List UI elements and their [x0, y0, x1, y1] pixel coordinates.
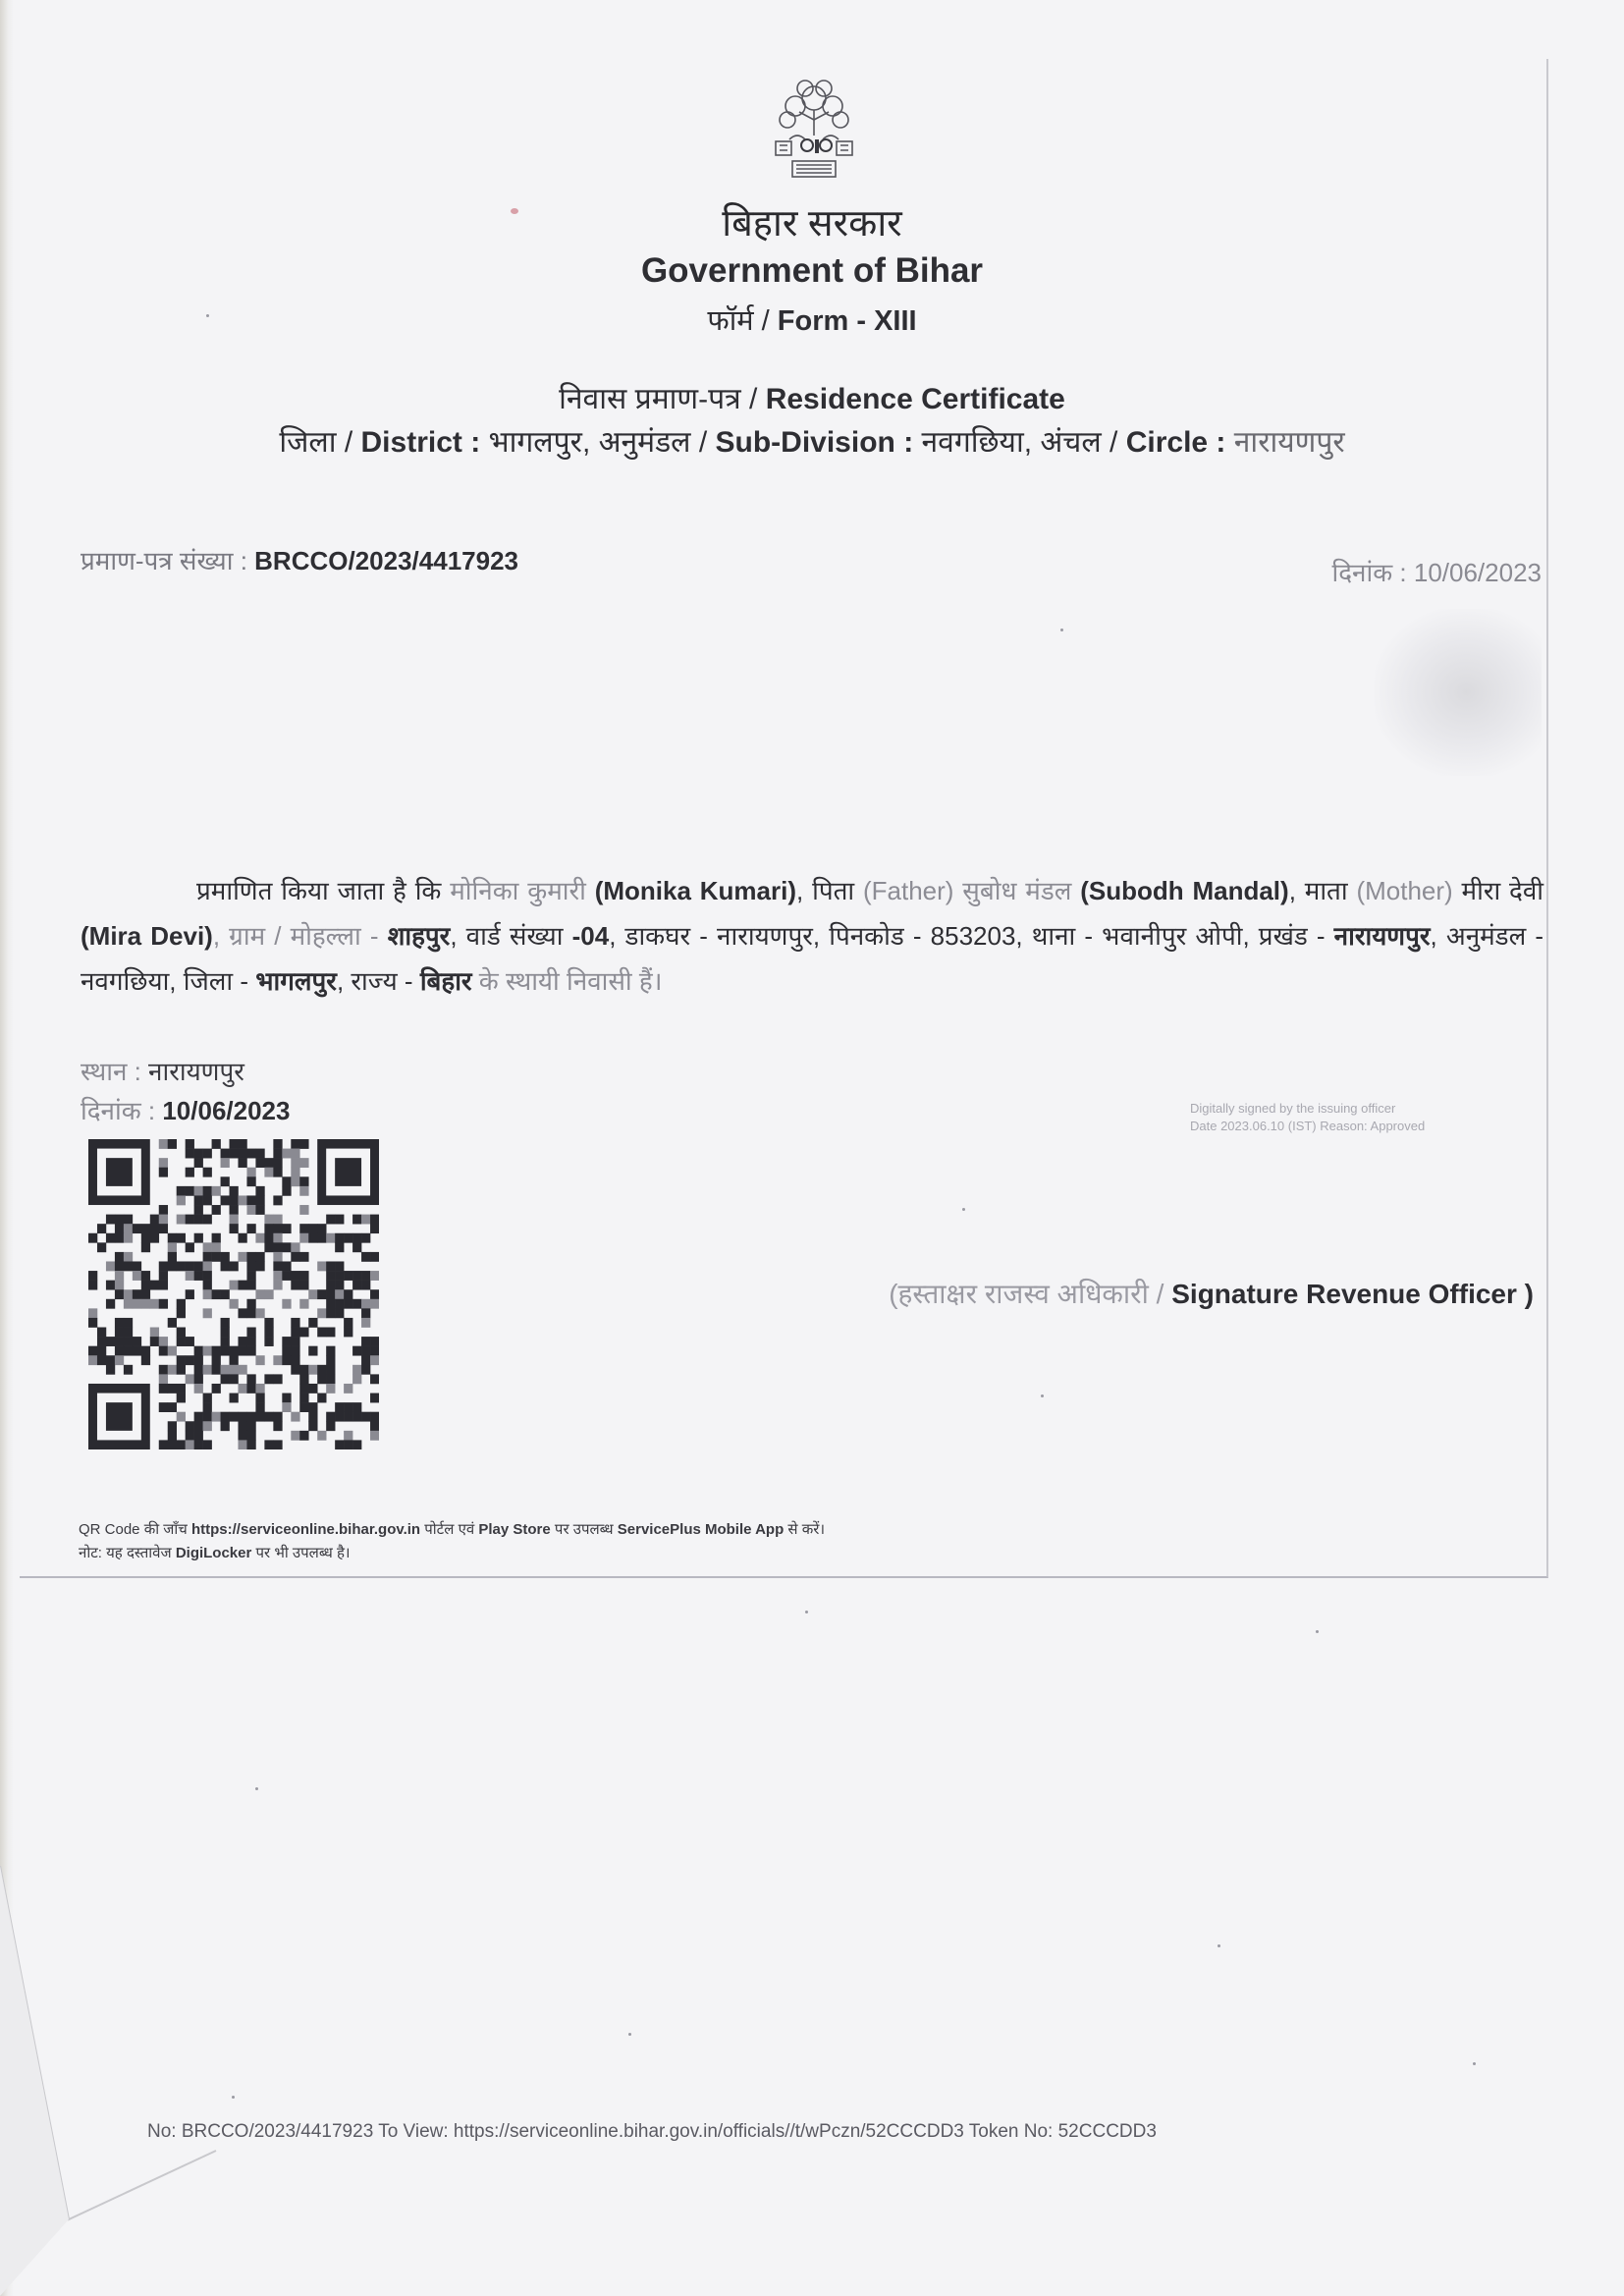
certificate-number-label: प्रमाण-पत्र संख्या :	[81, 546, 255, 575]
certificate-body	[81, 868, 1543, 1004]
app-name-text: ServicePlus Mobile App	[617, 1521, 785, 1538]
subdivision-label: Sub-Division :	[715, 426, 914, 459]
jurisdiction-line	[0, 420, 1624, 461]
body-text: , माता	[1288, 876, 1357, 905]
scan-speck	[255, 1787, 258, 1790]
qr-note-text: से करें।	[784, 1521, 826, 1538]
body-text: , राज्य -	[336, 966, 420, 996]
certificate-number-value: BRCCO/2023/4417923	[254, 546, 518, 575]
issue-date-line	[81, 1092, 290, 1127]
qr-note-text: नोट: यह दस्तावेज	[79, 1545, 176, 1561]
mother-name-english: (Mira Devi)	[81, 921, 213, 951]
place-label: स्थान :	[81, 1057, 149, 1086]
certificate-number	[81, 542, 518, 577]
state-title-english: Government of Bihar	[640, 251, 984, 290]
mother-label: (Mother)	[1356, 876, 1462, 905]
body-text: के स्थायी निवासी हैं।	[471, 966, 663, 996]
district-label-hindi: जिला /	[279, 426, 361, 459]
qr-code-icon[interactable]	[88, 1139, 379, 1449]
signature-block	[889, 1275, 1534, 1312]
certificate-date	[1332, 554, 1542, 589]
body-text: , अनुमंडल - नवगछिया, जिला -	[81, 921, 1543, 996]
verification-url[interactable]: https://serviceonline.bihar.gov.in	[190, 1521, 421, 1538]
page-fold-mark	[0, 1866, 226, 2296]
block-value: नारायणपुर	[1333, 921, 1431, 951]
certificate-title-english: Residence Certificate	[765, 383, 1065, 415]
certificate-date-value: 10/06/2023	[1413, 558, 1542, 587]
place-value: नारायणपुर	[148, 1057, 244, 1086]
place-line	[81, 1053, 244, 1088]
ward-value: -04	[571, 921, 610, 951]
circle-label-hindi: अंचल /	[1040, 426, 1126, 459]
qr-note-text: QR Code की जाँच	[79, 1521, 191, 1538]
body-text: , डाकघर - नारायणपुर, पिनकोड - 853203, थाना - भवानीपुर ओपी, प्रखंड -	[609, 921, 1334, 951]
father-name-hindi: सुबोध मंडल	[962, 876, 1081, 905]
qr-verification-note	[79, 1518, 825, 1565]
body-text: , पिता	[796, 876, 863, 905]
digital-signature-note	[1190, 1100, 1524, 1135]
district-value: भागलपुर,	[480, 426, 599, 459]
faded-seal	[1375, 609, 1542, 776]
digital-note-line: Date 2023.06.10 (IST) Reason: Approved	[1190, 1119, 1426, 1133]
father-name-english: (Subodh Mandal)	[1080, 876, 1289, 905]
applicant-name-hindi: मोनिका कुमारी	[450, 876, 595, 905]
issue-date-label: दिनांक :	[81, 1096, 163, 1125]
qr-note-line	[79, 1518, 825, 1542]
state-title-hindi: बिहार सरकार	[722, 203, 902, 245]
subdivision-label-hindi: अनुमंडल /	[598, 426, 716, 459]
play-store-text: Play Store	[478, 1521, 551, 1538]
circle-value: नारायणपुर	[1225, 426, 1345, 459]
scan-speck	[962, 1208, 965, 1211]
state-value: बिहार	[419, 966, 472, 996]
digilocker-text: DigiLocker	[175, 1545, 252, 1561]
bihar-emblem-icon	[750, 77, 878, 194]
body-text: , ग्राम / मोहल्ला -	[212, 921, 388, 951]
district-value-body: भागलपुर	[255, 966, 337, 996]
signature-label-hindi: (हस्ताक्षर राजस्व अधिकारी /	[889, 1279, 1172, 1309]
certificate-title	[0, 377, 1624, 417]
form-label-english: Form - XIII	[777, 305, 917, 337]
form-label-hindi: फॉर्म /	[707, 305, 778, 337]
scan-speck	[1473, 2062, 1476, 2065]
qr-note-text: पर उपलब्ध	[550, 1521, 618, 1538]
mother-name-hindi: मीरा देवी	[1461, 876, 1544, 905]
body-text: , वार्ड संख्या	[450, 921, 572, 951]
scan-speck	[232, 2096, 235, 2099]
scan-speck	[1316, 1630, 1319, 1633]
scan-speck	[805, 1611, 808, 1613]
qr-note-text: पर भी उपलब्ध है।	[251, 1545, 351, 1561]
certificate-date-label: दिनांक :	[1331, 558, 1414, 587]
circle-label: Circle :	[1125, 426, 1226, 459]
scan-speck	[1060, 629, 1063, 631]
scan-speck	[1218, 1944, 1220, 1947]
digital-note-line: Digitally signed by the issuing officer	[1190, 1101, 1396, 1116]
footer-reference[interactable]: No: BRCCO/2023/4417923 To View: https://serviceonline.bihar.gov.in/officials//t/wPczn/52CCCDD3 Token No: 52CCCDD3	[147, 2121, 1157, 2142]
certificate-title-hindi: निवास प्रमाण-पत्र /	[559, 383, 766, 415]
scan-speck	[628, 2033, 631, 2036]
subdivision-value: नवगछिया,	[913, 426, 1041, 459]
issue-date-value: 10/06/2023	[162, 1096, 291, 1125]
district-label: District :	[360, 426, 481, 459]
applicant-name-english: (Monika Kumari)	[594, 876, 797, 905]
qr-note-text: पोर्टल एवं	[420, 1521, 479, 1538]
signature-label-english: Signature Revenue Officer )	[1171, 1279, 1534, 1309]
father-label: (Father)	[862, 876, 963, 905]
body-text: प्रमाणित किया जाता है कि	[196, 876, 451, 905]
qr-note-line	[79, 1542, 825, 1565]
form-number	[0, 301, 1624, 339]
scan-speck	[1041, 1394, 1044, 1397]
village-value: शाहपुर	[387, 921, 451, 951]
